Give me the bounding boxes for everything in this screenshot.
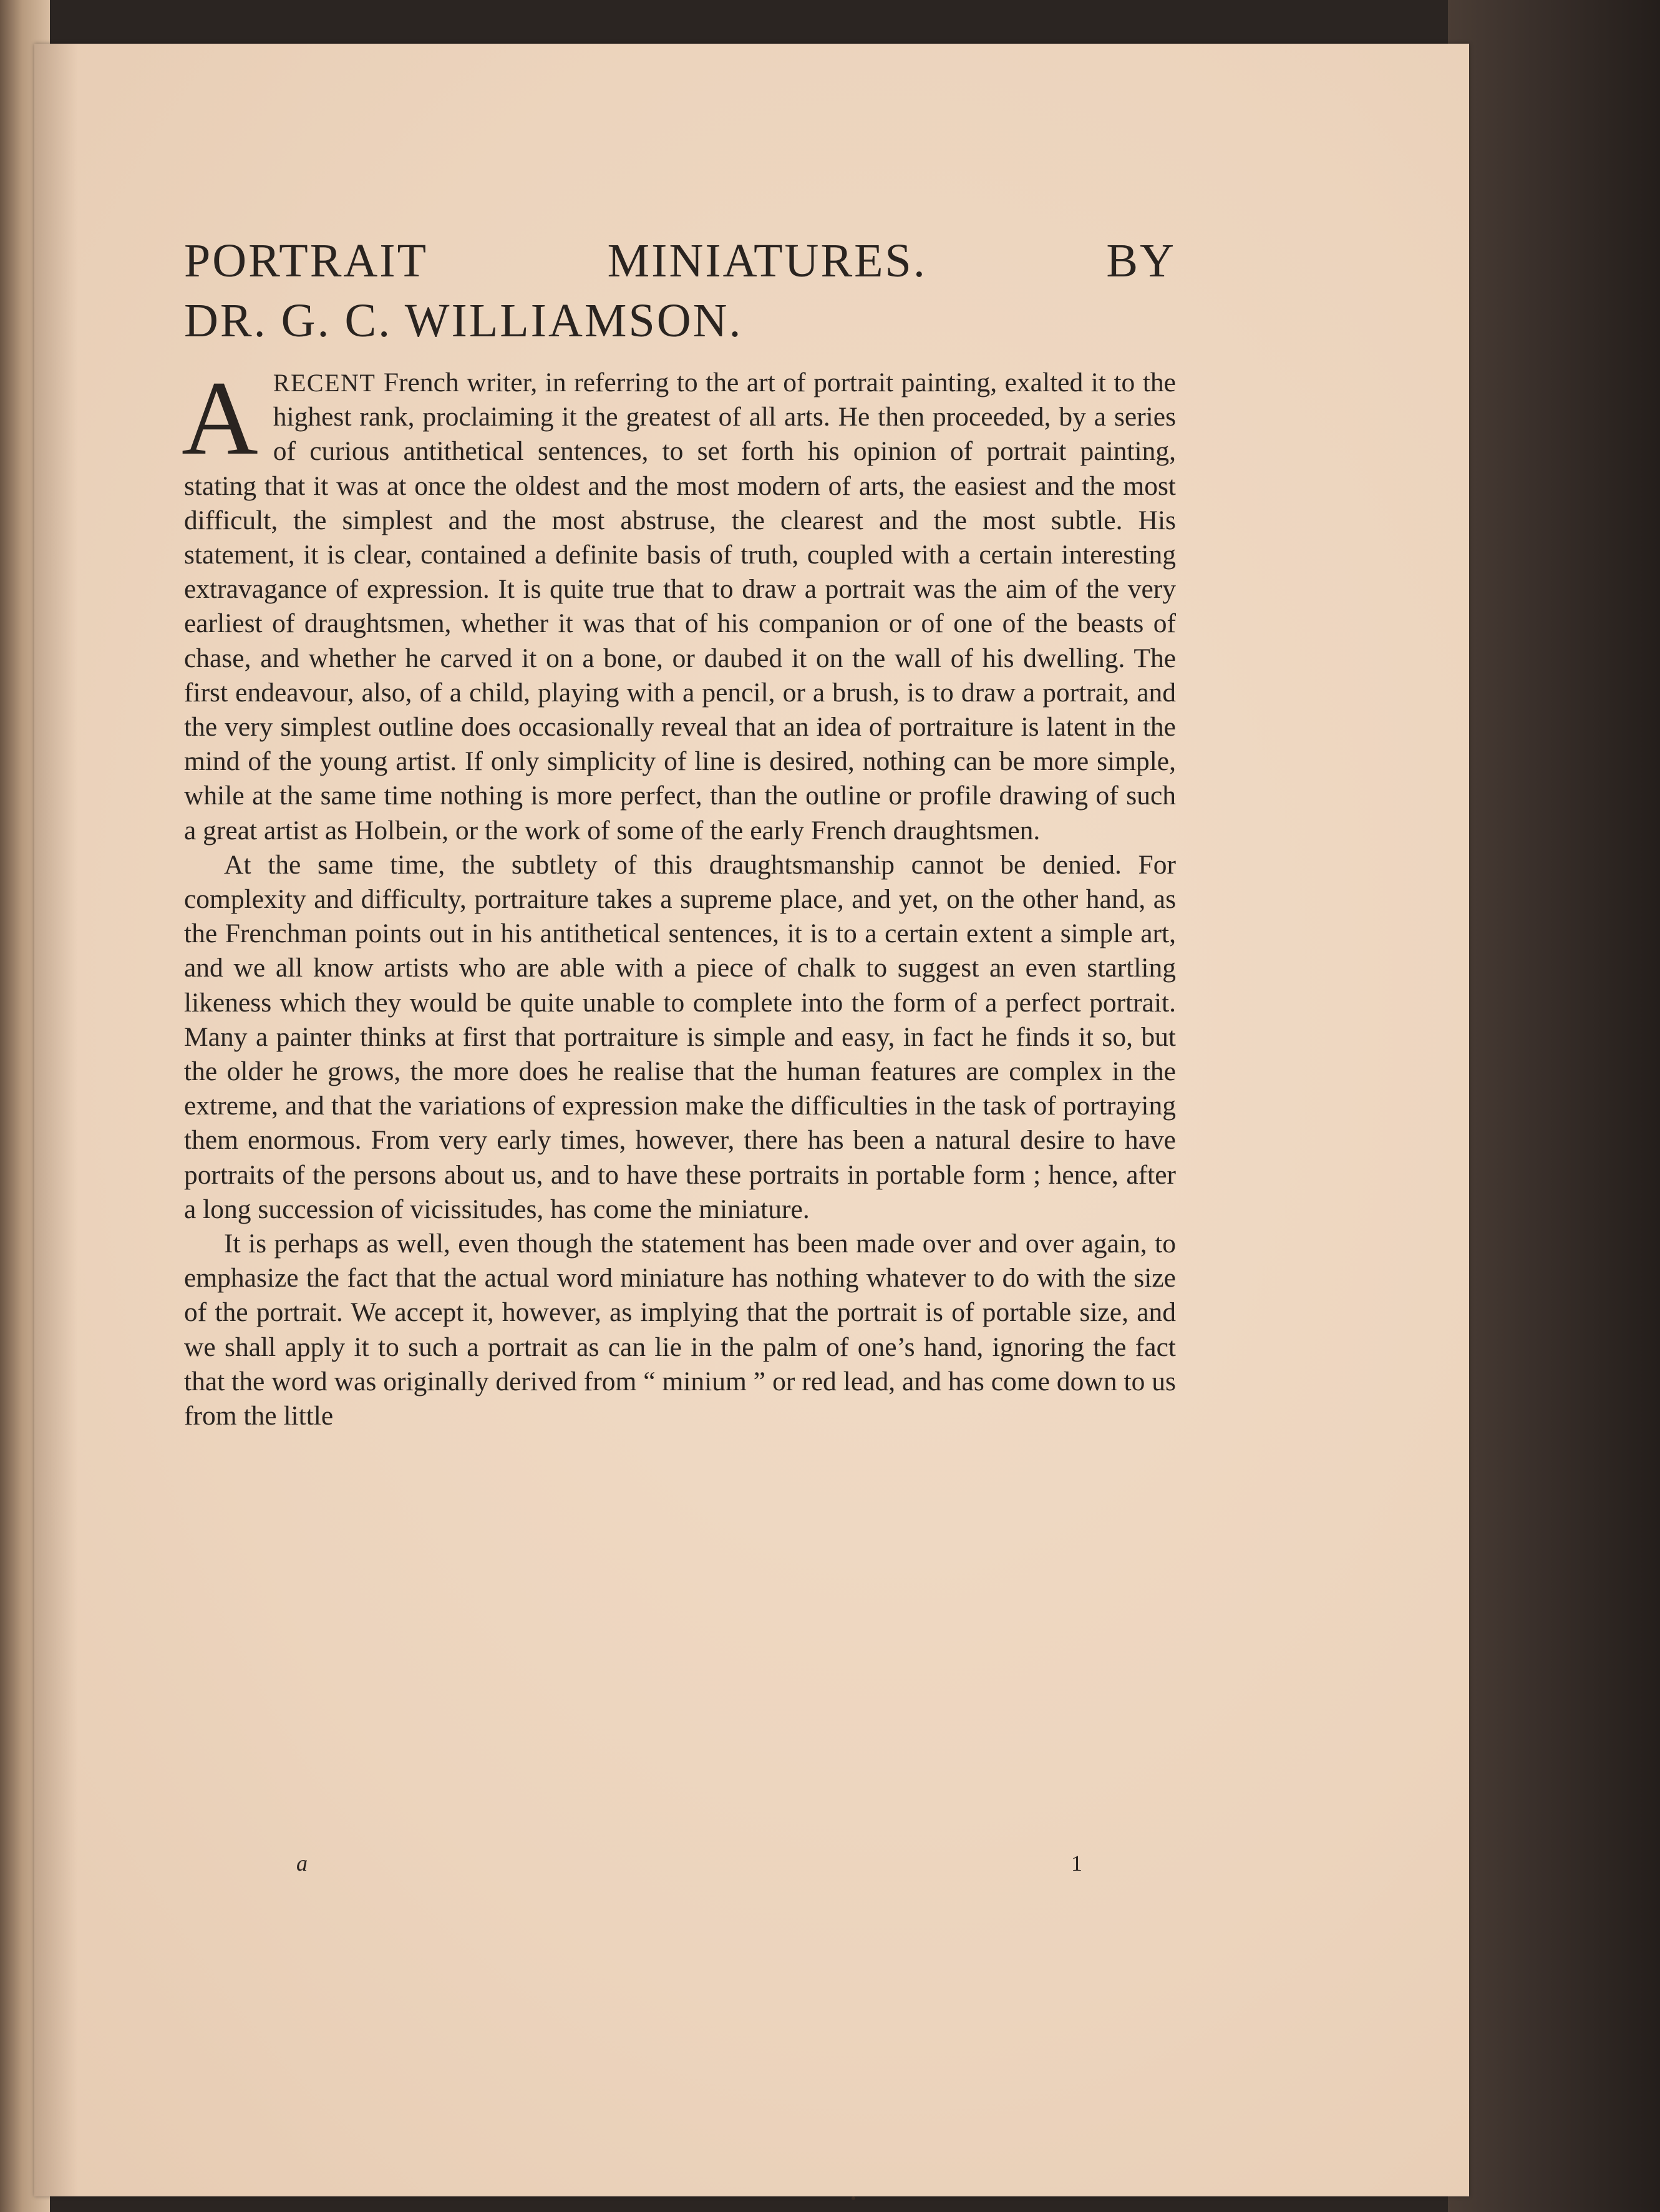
article bbox=[184, 231, 1176, 1433]
paragraph-2: At the same time, the subtlety of this draughtsmanship cannot be denied. For complexity and difficulty, portraiture takes a supreme place, and yet, on the other hand, as the Frenchman points out in his antithetical sentences, it is to a certain extent a simple art, and we all know artists who are able with a piece of chalk to suggest an even startling likeness which they would be quite unable to complete into the form of a perfect portrait. Many a painter thinks at first that portraiture is simple and easy, in fact he finds it so, but the older he grows, the more does he realise that the human features are complex in the extreme, and that the variations of expression make the difficulties in the task of portraying them enormous. From very early times, however, there has been a natural desire to have portraits of the persons about us, and to have these portraits in portable form ; hence, after a long succession of vicissitudes, has come the miniature. bbox=[184, 849, 1176, 1224]
drop-cap: A bbox=[182, 359, 258, 477]
paragraph-3: It is perhaps as well, even though the statement has been made over and over again, to emphasize the fact that the actual word miniature has nothing whatever to do with the size of the portrait. We accept it, however, as implying that the portrait is of portable size, and we shall apply it to such a portrait as can lie in the palm of one’s hand, ignoring the fact that the word was originally derived from “ minium ” or red lead, and has come down to us from the little bbox=[184, 1229, 1176, 1431]
paragraph-1 bbox=[182, 359, 1176, 848]
page-number: 1 bbox=[1071, 1851, 1082, 1876]
article-body bbox=[182, 359, 1176, 1433]
book-page bbox=[34, 44, 1469, 2196]
title-word-portrait: PORTRAIT bbox=[184, 235, 429, 287]
page-footer bbox=[296, 1850, 1082, 1876]
title-word-by: BY bbox=[1106, 235, 1176, 287]
lead-caps: RECENT bbox=[273, 369, 376, 397]
signature-mark: a bbox=[296, 1851, 308, 1876]
paragraph-1-text: French writer, in referring to the art of portrait painting, exalted it to the highest rank, proclaiming it the greatest of all arts. He then proceeded, by a series of curious antithetical sentences, to set forth his opinion of portrait painting, stating that it was at once the oldest and the most modern of arts, the easiest and the most difficult, the simplest and the most abstruse, the clearest and the most subtle. His statement, it is clear, contained a definite basis of truth, coupled with a certain interesting extravagance of expression. It is quite true that to draw a portrait was the aim of the very earliest of draughtsmen, whether it was that of his companion or of one of the beasts of chase, and whether he carved it on a bone, or daubed it on the wall of his dwelling. The first endeavour, also, of a child, playing with a pencil, or a brush, is to draw a portrait, and the very simplest outline does occasionally reveal that an idea of portraiture is latent in the mind of the young artist. If only simplicity of line is desired, nothing can be more simple, while at the same time nothing is more perfect, than the outline or profile drawing of such a great artist as Holbein, or the work of some of the early French draughtsmen. bbox=[184, 368, 1176, 845]
title-author: DR. G. C. WILLIAMSON. bbox=[184, 295, 743, 347]
title-line-1 bbox=[184, 231, 1176, 291]
book-cover-edge bbox=[1448, 0, 1660, 2212]
title-word-miniatures: MINIATURES. bbox=[607, 235, 927, 287]
paper-speck bbox=[852, 2196, 855, 2200]
article-title bbox=[184, 231, 1176, 351]
